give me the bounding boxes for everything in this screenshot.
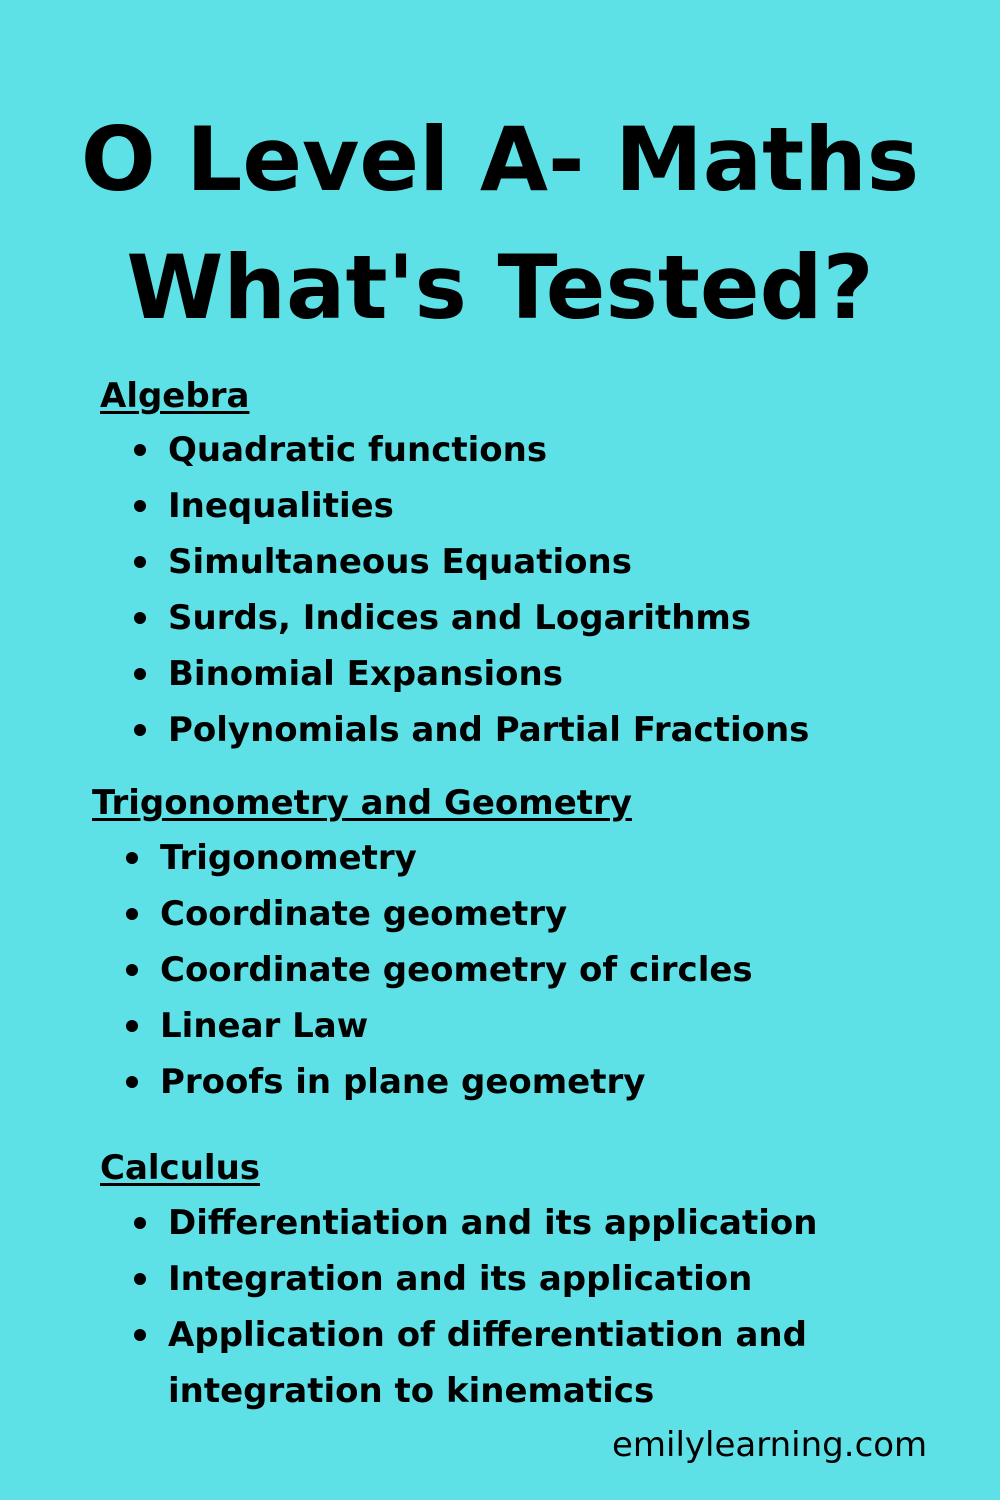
- page-title-line-2: What's Tested?: [126, 236, 874, 339]
- bullet-icon: [126, 1076, 138, 1088]
- bullet-icon: [134, 612, 146, 624]
- list-item: Polynomials and Partial Fractions: [134, 702, 809, 758]
- list-item: Inequalities: [134, 478, 809, 534]
- list-item: Integration and its application: [134, 1251, 817, 1307]
- list-item: Quadratic functions: [134, 422, 809, 478]
- list-item: Simultaneous Equations: [134, 534, 809, 590]
- list-item: Surds, Indices and Logarithms: [134, 590, 809, 646]
- list-item: Coordinate geometry: [126, 886, 753, 942]
- bullet-icon: [126, 964, 138, 976]
- section-heading-algebra: Algebra: [100, 376, 250, 416]
- list-item: Binomial Expansions: [134, 646, 809, 702]
- bullet-icon: [134, 1329, 146, 1341]
- list-item: Proofs in plane geometry: [126, 1054, 753, 1110]
- bullet-icon: [126, 908, 138, 920]
- list-item: Trigonometry: [126, 830, 753, 886]
- bullet-icon: [134, 724, 146, 736]
- bullet-icon: [126, 1020, 138, 1032]
- bullet-icon: [134, 444, 146, 456]
- bullet-icon: [126, 852, 138, 864]
- bullet-icon: [134, 1217, 146, 1229]
- algebra-list: [134, 422, 809, 758]
- bullet-icon: [134, 556, 146, 568]
- bullet-icon: [134, 668, 146, 680]
- list-item: Coordinate geometry of circles: [126, 942, 753, 998]
- bullet-icon: [134, 1273, 146, 1285]
- list-item: Differentiation and its application: [134, 1195, 817, 1251]
- list-item: Application of differentiation and integration to kinematics: [134, 1307, 817, 1419]
- bullet-icon: [134, 500, 146, 512]
- trigonometry-geometry-list: [126, 830, 753, 1110]
- page-title-line-1: O Level A- Maths: [80, 108, 920, 211]
- footer-site-name: emilylearning.com: [612, 1425, 928, 1465]
- calculus-list: [134, 1195, 817, 1419]
- section-heading-calculus: Calculus: [100, 1148, 261, 1188]
- list-item: Linear Law: [126, 998, 753, 1054]
- section-heading-trigonometry-geometry: Trigonometry and Geometry: [92, 783, 632, 823]
